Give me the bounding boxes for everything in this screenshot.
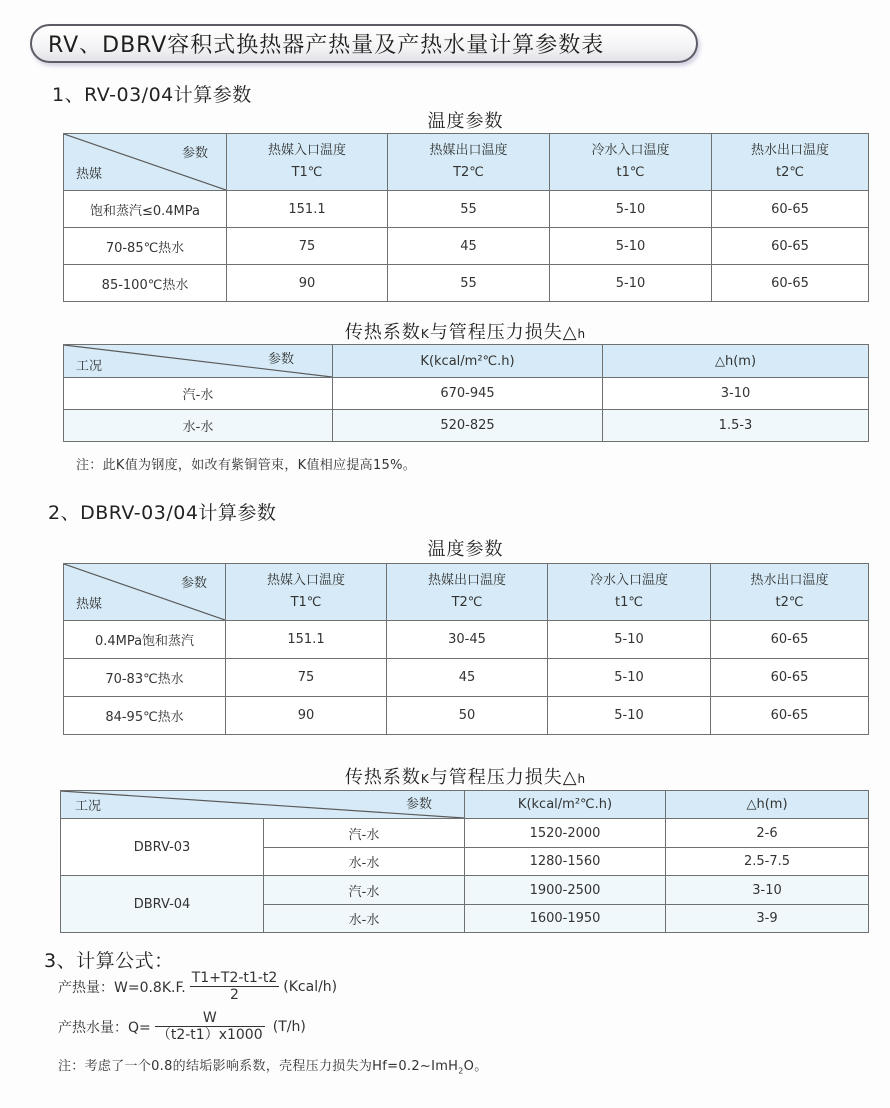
formula-heat-output: 产热量：W=0.8K.F. $\frac{T1+T2-t1-t2}{2}$ (Kcal/h) [58, 970, 338, 1003]
section3-note: 注：考虑了一个0.8的结垢影响系数，壳程压力损失为Hf=0.2~ImH$_2$O。 [58, 1059, 488, 1076]
table-row: 70-85℃热水 75 45 5-10 60-65 [64, 228, 869, 265]
section1-note: 注：此K值为钢度，如改有紫铜管束，K值相应提高15%。 [76, 458, 417, 473]
column-header: △h(m) [603, 345, 869, 378]
section3-heading: 3、计算公式： [44, 950, 174, 972]
page-title-banner [30, 24, 698, 63]
corner-header: 参数 热媒 [64, 134, 227, 191]
section1-heading: 1、RV-03/04计算参数 [52, 84, 252, 106]
corner-header: 参数 热媒 [64, 564, 226, 621]
table-row: 85-100℃热水 90 55 5-10 60-65 [64, 265, 869, 302]
section2-k-caption: 传热系数K与管程压力损失△h [344, 767, 587, 788]
table-row: 水-水 1600-1950 3-9 [61, 905, 869, 933]
table-row: 84-95℃热水 90 50 5-10 60-65 [64, 697, 869, 735]
section2-heading: 2、DBRV-03/04计算参数 [48, 502, 277, 524]
table-row: 水-水 1280-1560 2.5-7.5 [61, 848, 869, 876]
model-cell: DBRV-03 [61, 819, 264, 876]
table-row: DBRV-03 汽-水 1520-2000 2-6 [61, 819, 869, 848]
table-row: 水-水 520-825 1.5-3 [64, 410, 869, 442]
table-row: 0.4MPa饱和蒸汽 151.1 30-45 5-10 60-65 [64, 621, 869, 659]
section1-temp-table [63, 133, 869, 302]
column-header: 热水出口温度 t2℃ [712, 134, 869, 191]
section1-k-table [63, 344, 869, 442]
column-header: 热媒出口温度 T2℃ [388, 134, 550, 191]
column-header: 热媒入口温度 T1℃ [226, 564, 387, 621]
column-header: △h(m) [666, 791, 869, 819]
column-header: 热媒入口温度 T1℃ [227, 134, 388, 191]
section2-temp-table [63, 563, 869, 735]
column-header: 冷水入口温度 t1℃ [550, 134, 712, 191]
corner-header: 参数 工况 [61, 791, 465, 819]
column-header: 热水出口温度 t2℃ [711, 564, 869, 621]
table-row: 汽-水 670-945 3-10 [64, 378, 869, 410]
column-header: K(kcal/m²℃.h) [333, 345, 603, 378]
column-header: 热媒出口温度 T2℃ [387, 564, 548, 621]
column-header: 冷水入口温度 t1℃ [548, 564, 711, 621]
section2-k-table [60, 790, 869, 933]
section2-temp-caption: 温度参数 [427, 539, 504, 560]
model-cell: DBRV-04 [61, 876, 264, 933]
section1-temp-caption: 温度参数 [427, 111, 504, 132]
table-row: 70-83℃热水 75 45 5-10 60-65 [64, 659, 869, 697]
corner-header: 参数 工况 [64, 345, 333, 378]
table-row: 饱和蒸汽≤0.4MPa 151.1 55 5-10 60-65 [64, 191, 869, 228]
formula-hot-water-output: 产热水量：Q= $\frac{W}{(t2-t1)x1000}$ (T/h) [58, 1010, 306, 1043]
column-header: K(kcal/m²℃.h) [465, 791, 666, 819]
page-title: RV、DBRV容积式换热器产热量及产热水量计算参数表 [48, 33, 605, 58]
table-row: DBRV-04 汽-水 1900-2500 3-10 [61, 876, 869, 905]
section1-k-caption: 传热系数K与管程压力损失△h [344, 322, 587, 343]
